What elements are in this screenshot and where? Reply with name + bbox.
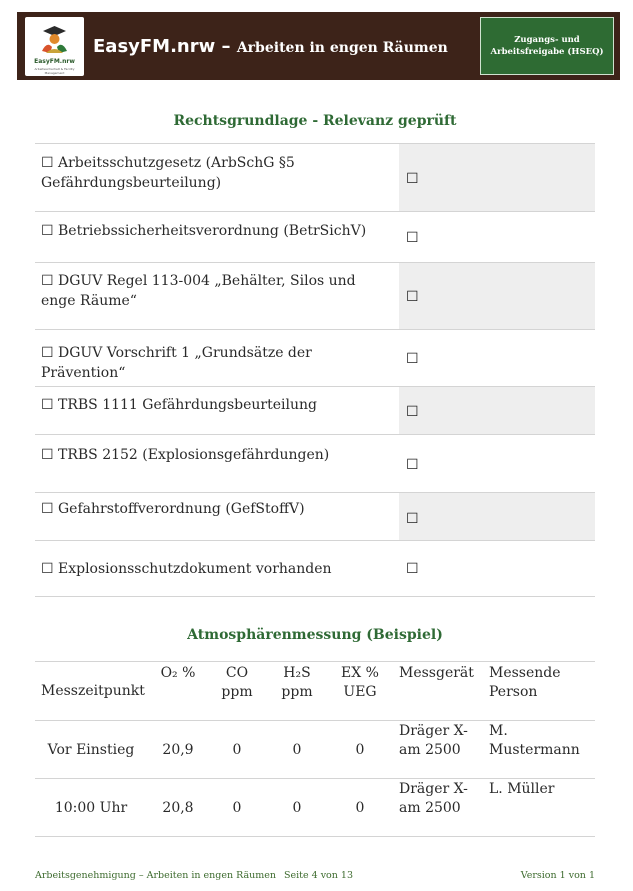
- checkbox[interactable]: ☐: [406, 457, 419, 473]
- table-row: [35, 779, 595, 837]
- legal-row: [35, 493, 595, 541]
- footer-page-number: Seite 4 von 13: [284, 870, 354, 881]
- legal-row: [35, 144, 595, 212]
- cell-h2s: 0: [292, 800, 302, 816]
- checkbox[interactable]: ☐: [406, 230, 419, 246]
- column-header-person: Messende Person: [489, 665, 561, 700]
- hseq-badge-label: Zugangs- und Arbeitsfreigabe (HSEQ): [490, 35, 604, 57]
- table-row: [35, 721, 595, 779]
- column-header-co: CO ppm: [221, 665, 253, 700]
- cell-o2: 20,9: [162, 742, 194, 758]
- hseq-badge: [480, 17, 614, 75]
- logo-wordmark: EasyFM.nrw: [34, 58, 75, 65]
- cell-h2s: 0: [292, 742, 302, 758]
- column-header-device: Messgerät: [399, 665, 474, 681]
- checkbox[interactable]: ☐: [406, 289, 419, 305]
- legal-check-cell: [399, 144, 595, 211]
- legal-row: [35, 435, 595, 493]
- cell-o2: 20,8: [162, 800, 194, 816]
- footer-document-name: Arbeitsgenehmigung – Arbeiten in engen Räumen: [35, 870, 277, 881]
- footer-version: Version 1 von 1: [520, 870, 595, 881]
- logo-tagline: Arbeitssicherheit & Facility Management: [34, 67, 75, 75]
- brand-name: EasyFM.nrw: [93, 36, 216, 57]
- cell-ex: 0: [355, 742, 365, 758]
- legal-row: [35, 541, 595, 597]
- column-header-ex: EX % UEG: [341, 665, 379, 700]
- legal-row: [35, 212, 595, 263]
- checkbox[interactable]: ☐: [406, 351, 419, 367]
- cell-ex: 0: [355, 800, 365, 816]
- column-header-o2: O₂ %: [160, 665, 196, 681]
- legal-item-text: ☐ Arbeitsschutzgesetz (ArbSchG §5 Gefährdungsbeurteilung): [41, 155, 295, 191]
- document-header: [17, 12, 620, 80]
- legal-check-cell: [399, 541, 595, 596]
- column-header-h2s: H₂S ppm: [281, 665, 313, 700]
- cell-time: Vor Einstieg: [47, 742, 135, 758]
- cell-device: Dräger X-am 2500: [399, 781, 468, 816]
- legal-item-text: ☐ TRBS 1111 Gefährdungsbeurteilung: [41, 397, 317, 413]
- measurement-section-title: Atmosphärenmessung (Beispiel): [187, 627, 443, 643]
- legal-check-cell: [399, 435, 595, 492]
- column-header-time: Messzeitpunkt: [41, 683, 145, 699]
- checkbox[interactable]: ☐: [406, 171, 419, 187]
- cell-person: L. Müller: [489, 781, 555, 797]
- cell-device: Dräger X-am 2500: [399, 723, 468, 758]
- legal-item-text: ☐ TRBS 2152 (Explosionsgefährdungen): [41, 447, 330, 463]
- measurement-table: [35, 661, 595, 837]
- cell-time: 10:00 Uhr: [54, 800, 128, 816]
- legal-row: [35, 387, 595, 435]
- legal-check-cell: [399, 387, 595, 434]
- document-title: [93, 36, 448, 57]
- legal-check-cell: [399, 212, 595, 262]
- cell-co: 0: [232, 800, 242, 816]
- checkbox[interactable]: ☐: [406, 404, 419, 420]
- legal-check-cell: [399, 330, 595, 386]
- checkbox[interactable]: ☐: [406, 561, 419, 577]
- table-header-row: [35, 662, 595, 721]
- checkbox[interactable]: ☐: [406, 511, 419, 527]
- cell-co: 0: [232, 742, 242, 758]
- legal-item-text: ☐ Explosionsschutzdokument vorhanden: [41, 561, 332, 577]
- title-separator: –: [215, 36, 237, 57]
- company-logo: [25, 17, 84, 76]
- cell-person: M. Mustermann: [489, 723, 580, 758]
- logo-emblem-icon: [38, 23, 71, 56]
- legal-item-text: ☐ Betriebssicherheitsverordnung (BetrSichV): [41, 223, 367, 239]
- legal-row: [35, 330, 595, 387]
- legal-item-text: ☐ DGUV Regel 113-004 „Behälter, Silos und enge Räume“: [41, 273, 356, 309]
- legal-section-title: Rechtsgrundlage - Relevanz geprüft: [173, 113, 457, 129]
- legal-item-text: ☐ DGUV Vorschrift 1 „Grundsätze der Prävention“: [41, 345, 312, 381]
- document-subtitle: Arbeiten in engen Räumen: [236, 40, 448, 56]
- legal-check-cell: [399, 493, 595, 540]
- legal-basis-table: [35, 143, 595, 597]
- legal-item-text: ☐ Gefahrstoffverordnung (GefStoffV): [41, 501, 305, 517]
- legal-check-cell: [399, 263, 595, 329]
- legal-row: [35, 263, 595, 330]
